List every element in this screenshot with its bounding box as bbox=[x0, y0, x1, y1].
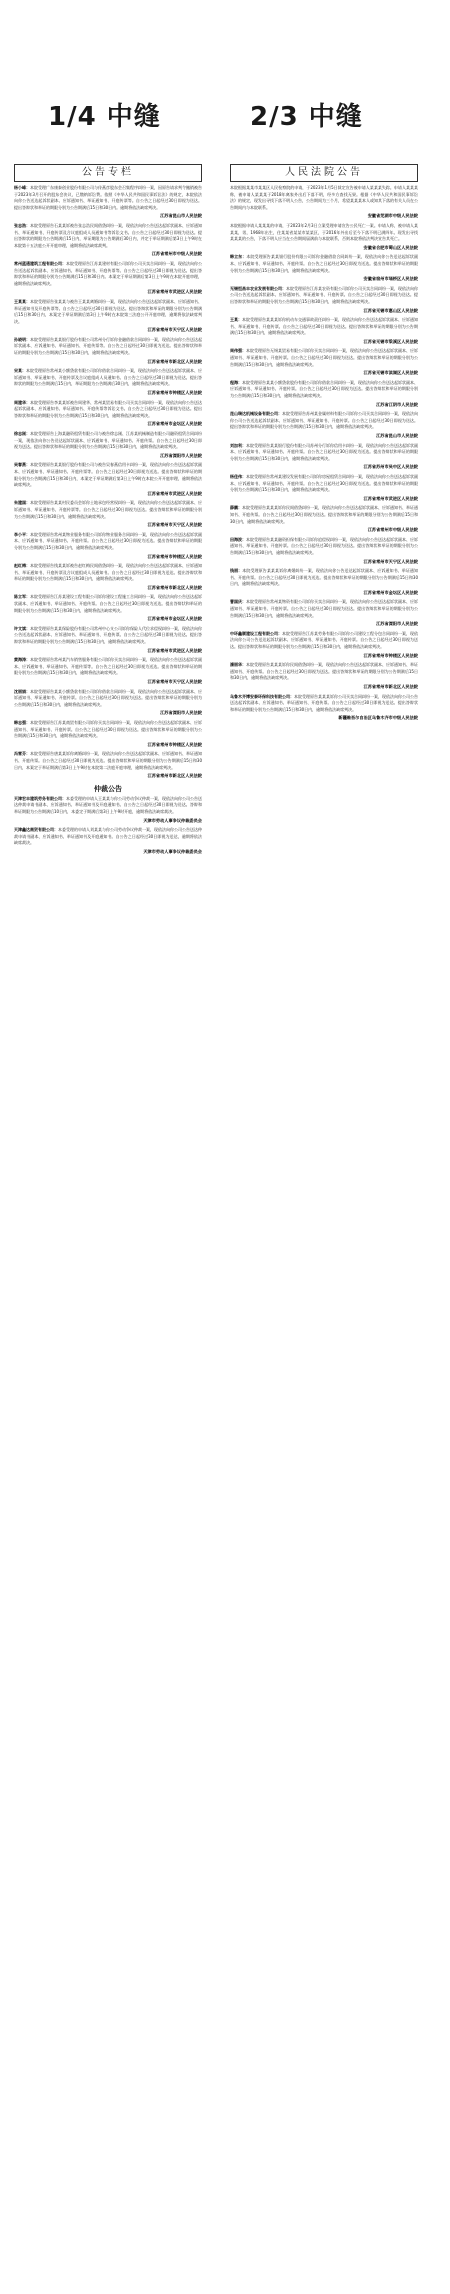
notice-paragraph bbox=[14, 500, 202, 520]
notice-court-signature: 江苏省常州市武进区人民法院 bbox=[147, 490, 202, 496]
notice-paragraph bbox=[14, 400, 202, 420]
right-notice-list bbox=[230, 185, 418, 722]
notice-court-signature: 安徽省宿州市埇桥区人民法院 bbox=[363, 276, 418, 282]
right-notice-column bbox=[230, 164, 418, 2292]
notice-text: 本院受理原告常州某小额贷款有限公司诉你借款合同纠纷一案，现依法向你公告送达起诉状副本、应诉通知书、举证通知书、开庭传票及合议庭组成人员通知书。自公告之日起经过30日即视为送达。提出答辩状的期限为公告期满后15日内，举证期限为公告期满后30日内，逾期将依法缺席判决。 bbox=[14, 368, 202, 387]
notice-party-name: 李小平： bbox=[14, 531, 30, 537]
notice-court-signature: 江苏省常州市新北区人民法院 bbox=[147, 358, 202, 364]
notice-text: 本院受理原告常州某物业服务有限公司诉你物业服务合同纠纷一案，现依法向你公告送达起诉状副本、应诉通知书、举证通知书、开庭传票。自公告之日起经过30日即视为送达。提出答辩状和举证的期限分别为公告期满后15日和30日内，逾期将依法缺席判决。 bbox=[14, 531, 202, 550]
notice-paragraph bbox=[230, 286, 418, 306]
notice-text: 本院受理原告上海某融资租赁有限公司与被告徐志刚、江苏某机械制造有限公司融资租赁合同纠纷一案，现依法向你公告送达起诉状副本、应诉通知书、举证通知书、开庭传票。自公告之日起经过30日即视为送达。提出答辩状和举证的期限分别为公告期满后15日和30日内，逾期将依法缺席判决。 bbox=[14, 431, 202, 450]
notice-text: 本院受理原告常州某物资有限公司诉你买卖合同纠纷一案，现依法向你公告送达起诉状副本、应诉通知书、举证通知书、开庭传票。自公告之日起经过30日即视为送达。提出答辩状和举证的期限分别为公告期满后15日和30日内，逾期将依法缺席判决。 bbox=[230, 599, 418, 618]
notice-paragraph bbox=[230, 380, 418, 400]
notice-party-name: 无锡恒昌丰农业发展有限公司： bbox=[230, 285, 286, 291]
notice-party-name: 张志浩： bbox=[14, 222, 30, 228]
notice-party-name: 沈丽娟： bbox=[14, 688, 30, 694]
notice-text: 本院受理原告张某某与被告王某某离婚纠纷一案，现依法向你公告送达起诉状副本、应诉通知书、举证通知书及开庭传票等。自公告之日起经过30日即视为送达。提出答辩状和举证的期限分别为公告期满后15日和30日内，本案定于举证期满后第3日上午9时在本院第三法庭公开开庭审理，逾期将依法缺席判决。 bbox=[14, 298, 202, 324]
notice-paragraph bbox=[14, 299, 202, 325]
notice-party-name: 潘丽华： bbox=[230, 662, 246, 668]
notice-paragraph bbox=[230, 568, 418, 588]
notice-party-name: 孙晓明： bbox=[14, 336, 30, 342]
notice-court-signature: 江苏省常州市钟楼区人民法院 bbox=[147, 390, 202, 396]
notice-court-signature: 江苏省常州市新北区人民法院 bbox=[147, 773, 202, 779]
notice-party-name: 王某某： bbox=[14, 298, 30, 304]
notice-court-signature: 江苏省无锡市惠山区人民法院 bbox=[363, 307, 418, 313]
notice-court-signature: 江苏省溧阳市人民法院 bbox=[160, 452, 202, 458]
notice-paragraph bbox=[14, 368, 202, 388]
notice-text: 本院受理原告某某银行股份有限公司苏州分行诉你信用卡纠纷一案，现依法向你公告送达起诉状副本、应诉通知书、举证通知书、开庭传票。自公告之日起经过30日即视为送达。提出答辩状和举证的期限分别为公告期满后15日和30日内，逾期将依法缺席判决。 bbox=[230, 442, 418, 461]
notice-court-signature: 江苏省常州市天宁区人民法院 bbox=[147, 522, 202, 528]
notice-paragraph bbox=[14, 261, 202, 287]
notice-paragraph bbox=[230, 537, 418, 557]
notice-party-name: 韩立东： bbox=[230, 254, 247, 260]
notice-paragraph bbox=[14, 796, 202, 816]
fold-label-right: 2/3 中缝 bbox=[250, 102, 363, 132]
notice-party-name: 杨小峰： bbox=[14, 185, 30, 190]
notice-paragraph bbox=[230, 694, 418, 714]
notice-party-name: 常州蓝通建筑工程有限公司： bbox=[14, 260, 66, 266]
notice-paragraph bbox=[230, 223, 418, 243]
left-notice-list bbox=[14, 185, 202, 780]
notice-text: 本院受理原告江苏某商贸有限公司诉你买卖合同纠纷一案，现依法向你公告送达起诉状副本、应诉通知书、举证通知书、开庭传票。自公告之日起经过30日即视为送达。提出答辩状和举证的期限分别为公告期满后15日和30日内，逾期将依法缺席判决。 bbox=[14, 719, 202, 739]
notice-party-name: 周伟强： bbox=[230, 348, 246, 354]
notice-text: 本院受理原告某某村民委员会诉你土地承包经营权纠纷一案，现依法向你公告送达起诉状副本、应诉通知书、举证通知书、开庭传票等。自公告之日起经过30日即视为送达。提出答辩状和举证的期限分别为公告期满后15日和30日内，逾期将依法缺席判决。 bbox=[14, 500, 202, 519]
notice-court-signature: 江苏省常州市中级人民法院 bbox=[367, 527, 418, 533]
notice-court-signature: 江苏省无锡市滨湖区人民法院 bbox=[363, 370, 418, 376]
notice-paragraph bbox=[230, 185, 418, 211]
notice-text: 本院受理原告江苏某建设工程有限公司诉你建设工程施工合同纠纷一案，现依法向你公告送达起诉状副本、应诉通知书、举证通知书、开庭传票。自公告之日起经过30日即视为送达。提出答辩状和举证的期限分别为公告期满后15日和30日内，逾期将依法缺席判决。 bbox=[14, 594, 202, 613]
notice-party-name: 周建华： bbox=[14, 399, 30, 405]
notice-party-name: 中环鑫顺建设工程有限公司： bbox=[230, 630, 282, 636]
notice-text: 本院受理原告江苏某农资有限公司诉你公司买卖合同纠纷一案，现依法向你公司公告送达起诉状副本、应诉通知书、举证通知书、开庭传票。自公告之日起经过30日即视为送达。提出答辩状和举证的期限分别为公告期满后15日和30日内，逾期将依法缺席判决。 bbox=[230, 285, 418, 304]
notice-court-signature: 江苏省常州市武进区人民法院 bbox=[147, 289, 202, 295]
notice-text: 本院受理原告某某小额贷款有限公司诉你借款合同纠纷一案，现依法向你公告送达起诉状副本、应诉通知书、举证通知书、开庭传票。自公告之日起经过30日即视为送达。提出答辩状和举证的期限分别为公告期满后15日和30日内，逾期将依法缺席判决。 bbox=[14, 688, 202, 707]
notice-court-signature: 江苏省常州市中级人民法院 bbox=[151, 251, 202, 257]
notice-paragraph bbox=[230, 348, 418, 368]
notice-party-name: 黄海涛： bbox=[14, 657, 30, 663]
notice-party-name: 赵红梅： bbox=[14, 563, 30, 569]
left-column-banner: 公告专栏 bbox=[14, 164, 202, 182]
notice-party-name: 昆山瑞达机械设备有限公司： bbox=[230, 411, 282, 417]
notice-court-signature: 江苏省常州市新北区人民法院 bbox=[147, 584, 202, 590]
notice-text: 本院受理原告江苏某劳务有限公司诉你公司建设工程分包合同纠纷一案，现依法向你公司公告送达起诉状副本、应诉通知书、举证通知书、开庭传票。自公告之日起经过30日即视为送达。提出答辩状和举证的期限分别为公告期满后15日和30日内，逾期将依法缺席判决。 bbox=[230, 630, 418, 650]
notice-court-signature: 江苏省常州市天宁区人民法院 bbox=[147, 679, 202, 684]
notice-text: 本院受理原告某某某诉你民间借贷纠纷一案，现依法向你公告送达起诉状副本、应诉通知书、举证通知书、开庭传票。自公告之日起经过30日即视为送达。提出答辩状和举证的期限分别为公告期满后15日和30日内，逾期将依法缺席判决。 bbox=[230, 662, 418, 681]
notice-text: 本院受理原告江苏某建材有限公司诉你公司买卖合同纠纷一案，现依法向你公告送达起诉状副本、应诉通知书、举证通知书、开庭传票等。自公告之日起经过30日即视为送达。提出答辩状和举证的期限分别为公告期满后15日和30日内。本案定于举证期满后第3日上午9时在本院开庭审理，逾期将依法缺席判决。 bbox=[14, 260, 202, 286]
notice-paragraph bbox=[14, 532, 202, 552]
notice-party-name: 徐志刚： bbox=[14, 431, 30, 436]
notice-text: 本院受理原告石某某诉被告张志浩民间借贷纠纷一案，现依法向你公告送达起诉状副本、应诉通知书、举证通知书、开庭传票及合议庭组成人员通知书等诉讼文书。自公告之日起经过30日即视为送达。提出答辩状的期限为公告期满后15日内，举证期限为公告期满后30日内，并定于举证期满后第3日上午9时在本院第十五法庭公开开庭审理，逾期将依法缺席裁判。 bbox=[14, 222, 202, 248]
notice-text: 本院受理原告某某某诉你离婚纠纷一案，现依法向你公告送达起诉状副本、应诉通知书、举证通知书、开庭传票。自公告之日起经过30日即视为送达。提出答辩状和举证的期限分别为公告期满后15日和30日内，逾期将依法缺席判决。 bbox=[230, 568, 418, 587]
notice-text: 本委受理的申请人王某某与你公司劳动争议仲裁一案，现依法向你公司公告送达仲裁申请书副本、应诉通知书、举证通知书及开庭通知书。自公告之日起经过30日即视为送达。答辩和举证期限为公告期满后10日内，本委定于期满后第3日上午9时开庭，逾期将依法缺席裁决。 bbox=[14, 795, 202, 814]
notice-paragraph bbox=[14, 751, 202, 771]
notice-text: 本院受理原告李某某诉被告周建华、常州某贸易有限公司买卖合同纠纷一案，现依法向你公告送达起诉状副本、应诉通知书、举证通知书、开庭传票等诉讼文书。自公告之日起经过30日即视为送达。提出答辩状和举证的期限分别为公告期满后15日和30日内，逾期将依法缺席判决。 bbox=[14, 399, 202, 418]
notice-party-name: 曹国庆： bbox=[230, 599, 246, 605]
notice-party-name: 韩志强： bbox=[14, 719, 30, 725]
notice-paragraph bbox=[230, 474, 418, 494]
notice-court-signature: 江苏省常州市武进区人民法院 bbox=[147, 647, 202, 653]
notice-party-name: 朱建国： bbox=[14, 500, 30, 506]
notice-text: 本院受理原告某某小额贷款股份有限公司诉你借款合同纠纷一案，现依法向你公告送达起诉状副本、应诉通知书、举证通知书、开庭传票。自公告之日起经过30日即视为送达。提出答辩状和举证的期限分别为公告期满后15日和30日内，逾期将依法缺席判决。 bbox=[230, 379, 418, 399]
notice-party-name: 王某： bbox=[230, 317, 242, 323]
notice-text: 本院受理原告某某银行股份有限公司诉你金融借款合同纠纷一案，现依法向你公告送达起诉状副本、应诉通知书、举证通知书、开庭传票。自公告之日起经过30日即视为送达。提出答辩状和举证的期限分别为公告期满后15日和30日内，逾期将依法缺席判决。 bbox=[230, 254, 418, 273]
notice-paragraph bbox=[14, 462, 202, 488]
notice-text: 本院受理原告某某银行股份有限公司常州分行诉你金融借款合同纠纷一案，现依法向你公告送达起诉状副本、应诉通知书、举证通知书、开庭传票等。自公告之日起经过30日即视为送达。提出答辩状和举证的期限分别为公告期满后15日和30日内，逾期将依法缺席判决。 bbox=[14, 336, 202, 356]
notice-party-name: 钱丽： bbox=[230, 568, 243, 574]
notice-text: 本院受理原告某某某诉你公司买卖合同纠纷一案，现依法向你公司公告送达起诉状副本、应诉通知书、举证通知书、开庭传票。自公告之日起经过30日即视为送达。提出答辩状和举证的期限分别为公告期满后15日和30日内，逾期将依法缺席判决。 bbox=[230, 693, 418, 712]
notice-party-name: 天津鑫达商贸有限公司： bbox=[14, 827, 58, 833]
arbitration-notice-list bbox=[14, 796, 202, 856]
notice-court-signature: 江苏省江阴市人民法院 bbox=[376, 401, 418, 407]
notice-court-signature: 江苏省昆山市人民法院 bbox=[160, 213, 202, 219]
notice-paragraph bbox=[230, 505, 418, 525]
notice-court-signature: 江苏省常州市金坛区人民法院 bbox=[147, 616, 202, 622]
notice-paragraph bbox=[14, 431, 202, 451]
notice-court-signature: 安徽省芜湖市中级人民法院 bbox=[367, 213, 418, 219]
notice-court-signature: 江苏省常州市金坛区人民法院 bbox=[363, 589, 418, 595]
notice-court-signature: 江苏省常州市钟楼区人民法院 bbox=[147, 553, 202, 559]
notice-text: 本院受理原告常州某汽车销售服务有限公司诉你买卖合同纠纷一案，现依法向你公告送达起诉状副本、应诉通知书、举证通知书、开庭传票等。自公告之日起经过30日即视为送达。提出答辩状和举证的期限分别为公告期满后15日和30日内，逾期将依法缺席判决。 bbox=[14, 657, 202, 676]
notice-paragraph bbox=[14, 594, 202, 614]
notice-court-signature: 江苏省常州市钟楼区人民法院 bbox=[147, 741, 202, 747]
notice-party-name: 薛鹏： bbox=[230, 505, 242, 511]
notice-paragraph bbox=[230, 599, 418, 619]
notice-court-signature: 江苏省常州市天宁区人民法院 bbox=[147, 327, 202, 333]
notice-party-name: 田海波： bbox=[230, 536, 246, 542]
right-column-banner: 人民法院公告 bbox=[230, 164, 418, 182]
notice-paragraph bbox=[14, 657, 202, 677]
notice-court-signature: 江苏省溧阳市人民法院 bbox=[376, 621, 418, 627]
notice-court-signature: 江苏省无锡市梁溪区人民法院 bbox=[363, 338, 418, 344]
notice-court-signature: 江苏省昆山市人民法院 bbox=[376, 433, 418, 438]
notice-text: 本院受理原告某某某诉你机动车交通事故责任纠纷一案，现依法向你公告送达起诉状副本、应诉通知书、举证通知书、开庭传票。自公告之日起经过30日即视为送达。提出答辩状和举证的期限分别为公告期满后15日和30日内，逾期将依法缺席判决。 bbox=[230, 317, 418, 336]
arbitration-banner: 仲裁公告 bbox=[94, 784, 122, 793]
notice-paragraph bbox=[14, 720, 202, 740]
notice-text: 本院受理原告无锡某贸易有限公司诉你买卖合同纠纷一案，现依法向你公告送达起诉状副本、应诉通知书、举证通知书、开庭传票。自公告之日起经过30日即视为送达。提出答辩状和举证的期限分别为公告期满后15日和30日内，逾期将依法缺席判决。 bbox=[230, 348, 418, 367]
notice-paragraph bbox=[14, 827, 202, 847]
notice-paragraph bbox=[230, 443, 418, 463]
notice-paragraph bbox=[14, 689, 202, 709]
notice-text: 本院受理原告苏州某金属材料有限公司诉你公司买卖合同纠纷一案，现依法向你公司公告送达起诉状副本、应诉通知书、举证通知书、开庭传票。自公告之日起经过30日即视为送达。提出答辩状和举证的期限分别为公告期满后15日和30日内，逾期将依法缺席判决。 bbox=[230, 411, 418, 430]
notice-text: 本院受理原告唐某某诉你离婚纠纷一案，现依法向你公告送达起诉状副本、应诉通知书、举证通知书、开庭传票。自公告之日起经过30日即视为送达。提出答辩状和举证的期限分别为公告期满后15日和30日内，本案定于举证期满后第3日上午9时在本院第二法庭开庭审理，逾期将依法缺席判决。 bbox=[14, 751, 202, 770]
notice-paragraph bbox=[230, 317, 418, 337]
notice-text: 本院根据某某市某某区人民检察院的申请，于2023年1月5日裁定宣告被申请人某某某失踪。申请人某某某称，被申请人某某某于2018年离家外出后下落不明，经多方查找无果。根据《中华人民共和国民事诉讼法》的规定，现发出寻找下落不明人公告，公告期间为三个月，希望某某某本人或知其下落的有关人员在公告期间内与本院联系。 bbox=[230, 185, 418, 210]
notice-paragraph bbox=[230, 254, 418, 274]
notice-court-signature: 安徽省合肥市蜀山区人民法院 bbox=[363, 244, 418, 250]
notice-party-name: 天津宏丰建筑劳务有限公司： bbox=[14, 795, 66, 801]
notice-court-signature: 江苏省溧阳市人民法院 bbox=[160, 710, 202, 716]
notice-party-name: 陈立军： bbox=[14, 594, 30, 600]
notice-text: 本院受理原告钱某某诉被告赵红梅民间借贷纠纷一案，现依法向你公告送达起诉状副本、应诉通知书、举证通知书、开庭传票及合议庭组成人员通知书。自公告之日起经过30日即视为送达。提出答辩状和举证的期限分别为公告期满后15日和30日内，逾期将依法缺席判决。 bbox=[14, 563, 202, 582]
notice-text: 本院受理广东康泰创业股份有限公司与佟燕彦股东会召集程序纠纷一案，因原告请求判令撤销被告于2023年3月召开的股东会决议，已缴纳诉讼费。依照《中华人民共和国民事诉讼法》的规定，本院依法向你公告送达起诉状副本、应诉通知书、举证通知书、开庭传票等。自公告之日起经过30日即视为送达。提出答辩状和举证的期限分别为公告期满后15日和30日内。逾期将依法缺席判决。 bbox=[14, 185, 202, 210]
notice-party-name: 杨佳伟： bbox=[230, 473, 246, 479]
notice-court-signature: 江苏省常州市钟楼区人民法院 bbox=[363, 652, 418, 658]
notice-party-name: 刘加利： bbox=[230, 442, 246, 448]
notice-court-signature: 江苏省常州市金坛区人民法院 bbox=[147, 421, 202, 427]
notice-court-signature: 江苏省常州市武进区人民法院 bbox=[363, 495, 418, 501]
notice-text: 本院受理原告某某某诉你民间借贷纠纷一案，现依法向你公告送达起诉状副本、应诉通知书、举证通知书、开庭传票。自公告之日起经过30日即视为送达。提出答辩状和举证的期限分别为公告期满后15日和30日内，逾期将依法缺席判决。 bbox=[230, 505, 418, 524]
notice-party-name: 冯雪芬： bbox=[14, 751, 30, 757]
notice-paragraph bbox=[230, 662, 418, 682]
fold-label-left: 1/4 中缝 bbox=[48, 102, 161, 132]
notice-paragraph bbox=[14, 337, 202, 357]
notice-paragraph bbox=[14, 223, 202, 249]
notice-court-signature: 江苏省常州市新北区人民法院 bbox=[363, 684, 418, 689]
notice-court-signature: 天津市劳动人事争议仲裁委员会 bbox=[143, 848, 202, 854]
notice-paragraph bbox=[14, 563, 202, 583]
notice-paragraph bbox=[14, 185, 202, 211]
notice-text: 本院受理原告某某保险股份有限公司常州中心支公司诉你保险人代位求偿权纠纷一案，现依法向你公告送达起诉状副本、应诉通知书、举证通知书、开庭传票。自公告之日起经过30日即视为送达。提出答辩状和举证的期限分别为公告期满后15日和30日内，逾期将依法缺席判决。 bbox=[14, 625, 202, 645]
notice-court-signature: 江苏省苏州市吴中区人民法院 bbox=[363, 464, 418, 470]
notice-text: 本院根据申请人某某某的申请，于2023年2月3日立案受理申请宣告公民死亡一案。申请人称，被申请人某某某，男，1968年出生，住某某省某某市某某区，于2016年外出后至今下落不明已满四年。现发出寻找某某某的公告，下落不明人应当在公告期间届满前与本院联系，否则本院将依法判决宣告其死亡。 bbox=[230, 222, 418, 242]
notice-text: 本院受理原告某某融资担保有限公司诉你追偿权纠纷一案，现依法向你公告送达起诉状副本、应诉通知书、举证通知书、开庭传票。自公告之日起经过30日即视为送达。提出答辩状和举证的期限分别为公告期满后15日和30日内，逾期将依法缺席判决。 bbox=[230, 536, 418, 555]
notice-court-signature: 江苏省常州市天宁区人民法院 bbox=[363, 558, 418, 564]
notice-court-signature: 天津市劳动人事争议仲裁委员会 bbox=[143, 817, 202, 823]
notice-party-name: 程海： bbox=[230, 379, 242, 385]
notice-party-name: 许文斌： bbox=[14, 625, 30, 631]
notice-paragraph bbox=[14, 626, 202, 646]
notice-court-signature: 新疆维吾尔自治区乌鲁木齐市中级人民法院 bbox=[338, 715, 418, 721]
notice-party-name: 吴春燕： bbox=[14, 462, 30, 468]
notice-party-name: 乌鲁木齐博安泰环保科技有限公司： bbox=[230, 693, 294, 699]
notice-text: 本院受理原告某某银行股份有限公司与被告吴春燕信用卡纠纷一案，现依法向你公告送达起诉状副本、应诉通知书、举证通知书、开庭传票等。自公告之日起经过30日即视为送达。提出答辩状和举证的期限分别为公告期满后15日和30日内，本案定于举证期满后第3日上午9时在本院公开开庭审理，逾期将依法缺席判决。 bbox=[14, 462, 202, 488]
notice-paragraph bbox=[230, 631, 418, 651]
notice-paragraph bbox=[230, 411, 418, 431]
notice-text: 本院受理原告常州某建设发展有限公司诉你房屋租赁合同纠纷一案，现依法向你公告送达起诉状副本、应诉通知书、举证通知书、开庭传票。自公告之日起经过30日即视为送达。提出答辩状和举证的期限分别为公告期满后15日和30日内，逾期将依法缺席判决。 bbox=[230, 473, 418, 493]
notice-text: 本委受理的申请人刘某某与你公司劳动争议仲裁一案，现依法向你公司公告送达仲裁申请书副本、应诉通知书、举证通知书及开庭通知书。自公告之日起经过30日即视为送达，逾期将依法缺席裁决。 bbox=[14, 827, 202, 846]
notice-party-name: 宋某： bbox=[14, 368, 26, 374]
left-notice-column bbox=[14, 164, 202, 2292]
